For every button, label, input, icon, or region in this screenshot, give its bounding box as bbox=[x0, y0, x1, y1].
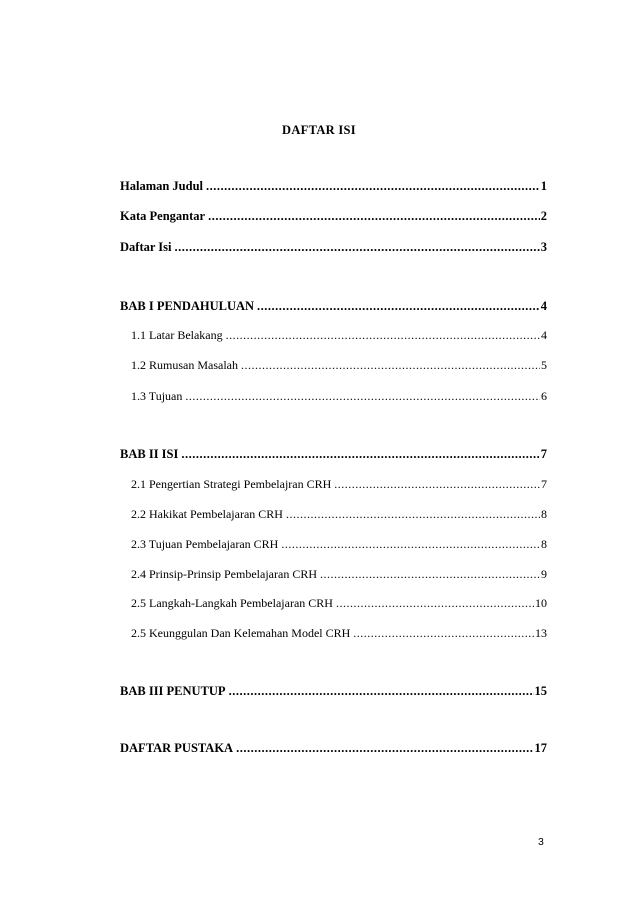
toc-entry-page: 7 bbox=[540, 447, 547, 461]
toc-entry-bab-2 bbox=[120, 446, 547, 462]
dot-leader bbox=[175, 239, 540, 255]
toc-entry-label: 2.5 Keunggulan Dan Kelemahan Model CRH bbox=[131, 626, 351, 640]
toc-entry-label: 2.2 Hakikat Pembelajaran CRH bbox=[131, 507, 283, 521]
toc-entry-2-6 bbox=[131, 625, 547, 641]
toc-entry-page: 15 bbox=[534, 684, 547, 698]
toc-entry-2-3 bbox=[131, 536, 547, 552]
toc-entry-page: 10 bbox=[535, 596, 547, 610]
dot-leader bbox=[353, 625, 534, 641]
toc-entry-page: 17 bbox=[534, 741, 547, 755]
toc-entry-page: 13 bbox=[535, 626, 547, 640]
dot-leader bbox=[208, 208, 540, 224]
toc-entry-label: 2.5 Langkah-Langkah Pembelajaran CRH bbox=[131, 596, 333, 610]
toc-entry-label: BAB III PENUTUP bbox=[120, 684, 226, 698]
toc-entry-label: 1.3 Tujuan bbox=[131, 389, 183, 403]
toc-entry-halaman-judul bbox=[120, 178, 547, 194]
toc-entry-label: BAB II ISI bbox=[120, 447, 179, 461]
toc-entry-1-1 bbox=[131, 327, 547, 343]
page-number: 3 bbox=[538, 836, 544, 848]
toc-entry-label: BAB I PENDAHULUAN bbox=[120, 299, 255, 313]
toc-entry-page: 6 bbox=[541, 389, 547, 403]
toc-entry-1-2 bbox=[131, 357, 547, 373]
dot-leader bbox=[281, 536, 540, 552]
toc-entry-2-1 bbox=[131, 476, 547, 492]
dot-leader bbox=[286, 506, 540, 522]
dot-leader bbox=[334, 476, 540, 492]
toc-entry-label: DAFTAR PUSTAKA bbox=[120, 741, 234, 755]
dot-leader bbox=[236, 740, 533, 756]
dot-leader bbox=[226, 327, 540, 343]
dot-leader bbox=[181, 446, 539, 462]
toc-entry-page: 4 bbox=[541, 328, 547, 342]
toc-entry-page: 5 bbox=[541, 358, 547, 372]
toc-entry-page: 9 bbox=[541, 567, 547, 581]
toc-entry-page: 2 bbox=[540, 209, 547, 223]
toc-entry-kata-pengantar bbox=[120, 208, 547, 224]
toc-entry-page: 3 bbox=[540, 240, 547, 254]
dot-leader bbox=[257, 298, 540, 314]
toc-entry-daftar-isi bbox=[120, 239, 547, 255]
toc-entry-label: 2.3 Tujuan Pembelajaran CRH bbox=[131, 537, 279, 551]
dot-leader bbox=[241, 357, 540, 373]
toc-entry-label: Kata Pengantar bbox=[120, 209, 206, 223]
dot-leader bbox=[229, 683, 534, 699]
toc-entry-page: 8 bbox=[541, 537, 547, 551]
toc-entry-bab-1 bbox=[120, 298, 547, 314]
toc-entry-2-5 bbox=[131, 595, 547, 611]
toc-entry-label: 1.1 Latar Belakang bbox=[131, 328, 223, 342]
dot-leader bbox=[185, 388, 540, 404]
dot-leader bbox=[320, 566, 540, 582]
toc-entry-label: Daftar Isi bbox=[120, 240, 172, 254]
toc-entry-2-2 bbox=[131, 506, 547, 522]
toc-entry-2-4 bbox=[131, 566, 547, 582]
toc-entry-page: 1 bbox=[540, 179, 547, 193]
page-title: DAFTAR ISI bbox=[282, 123, 356, 137]
dot-leader bbox=[206, 178, 540, 194]
toc-entry-page: 7 bbox=[541, 477, 547, 491]
toc-entry-bab-3 bbox=[120, 683, 547, 699]
toc-entry-page: 4 bbox=[540, 299, 547, 313]
dot-leader bbox=[336, 595, 534, 611]
toc-entry-daftar-pustaka bbox=[120, 740, 547, 756]
toc-entry-label: Halaman Judul bbox=[120, 179, 204, 193]
toc-entry-label: 2.1 Pengertian Strategi Pembelajran CRH bbox=[131, 477, 332, 491]
toc-entry-label: 2.4 Prinsip-Prinsip Pembelajaran CRH bbox=[131, 567, 317, 581]
toc-entry-label: 1.2 Rumusan Masalah bbox=[131, 358, 238, 372]
toc-entry-page: 8 bbox=[541, 507, 547, 521]
toc-entry-1-3 bbox=[131, 388, 547, 404]
